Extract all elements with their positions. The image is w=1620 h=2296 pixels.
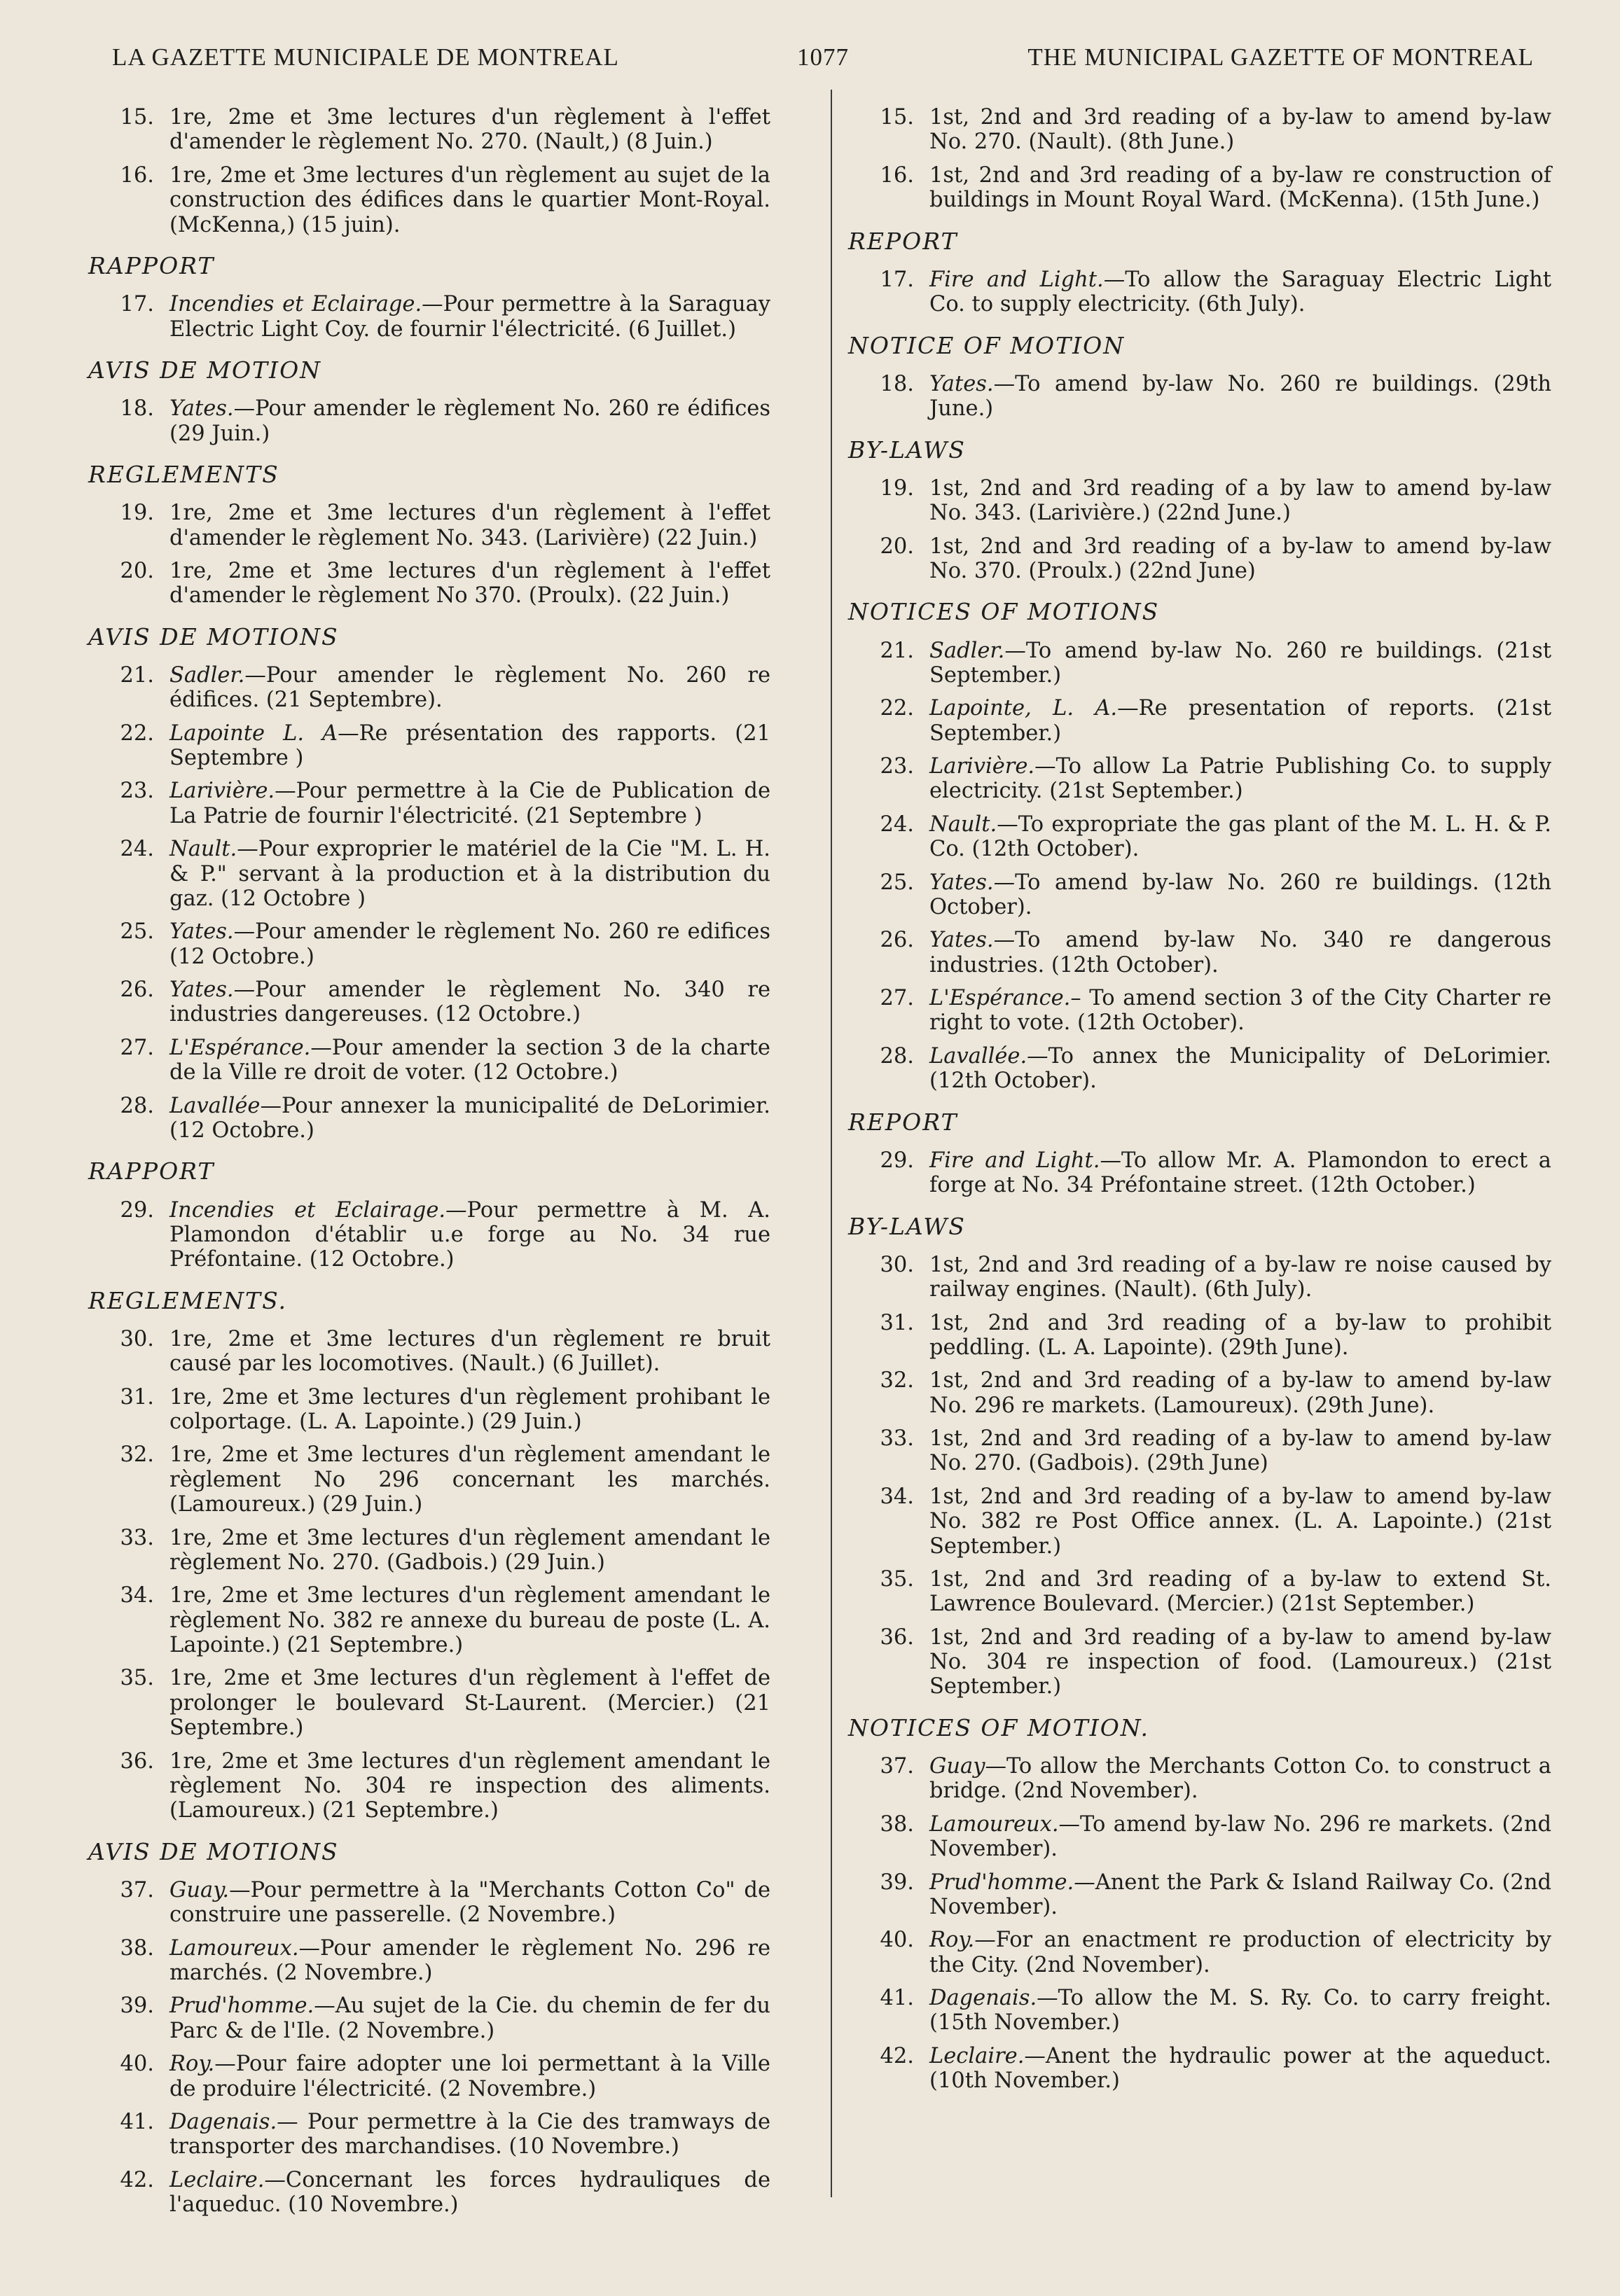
list-item: 17. Fire and Light.—To allow the Saraguay Electric Light Co. to supply electricity. (6th July). [880,267,1552,317]
list-item: 29. Fire and Light.—To allow Mr. A. Plamondon to erect a forge at No. 34 Préfontaine street. (12th October.) [880,1148,1551,1198]
column-divider [831,90,832,2197]
list-item: 21. Sadler.—To amend by-law No. 260 re buildings. (21st September.) [880,638,1551,688]
list-item: 24. Nault.—To expropriate the gas plant of the M. L. H. & P. Co. (12th October). [880,812,1551,862]
list-item: 36. 1re, 2me et 3me lectures d'un règlement amendant le règlement No. 304 re inspection des aliments. (Lamoureux.) (21 Septembre.) [120,1748,770,1823]
list-item: 34. 1re, 2me et 3me lectures d'un règlement amendant le règlement No. 382 re annexe du bureau de poste (L. A. Lapointe.) (21 Septembre.) [120,1583,770,1658]
list-item: 18. Yates.—To amend by-law No. 260 re buildings. (29th June.) [880,371,1551,422]
list-item: 15. 1st, 2nd and 3rd reading of a by-law to amend by-law No. 270. (Nault). (8th June.) [880,105,1551,155]
list-item: 26. Yates.—To amend by-law No. 340 re dangerous industries. (12th October). [880,928,1551,977]
list-item: 35. 1re, 2me et 3me lectures d'un règlement à l'effet de prolonger le boulevard St-Laurent. (Mercier.) (21 Septembre.) [120,1666,770,1741]
list-item: 16. 1re, 2me et 3me lectures d'un règlement au sujet de la construction des édifices dans le quartier Mont-Royal. (McKenna,) (15 juin). [120,162,770,237]
list-item: 41. Dagenais.— Pour permettre à la Cie des tramways de transporter des marchandises. (10 Novembre.) [120,2109,770,2159]
list-item: 29. Incendies et Eclairage.—Pour permettre à M. A. Plamondon d'établir u.e forge au No. 34 rue Préfontaine. (12 Octobre.) [120,1197,770,1272]
list-item: 34. 1st, 2nd and 3rd reading of a by-law to amend by-law No. 382 re Post Office annex. (L. A. Lapointe.) (21st September.) [880,1484,1551,1559]
list-item: 18. Yates.—Pour amender le règlement No. 260 re édifices (29 Juin.) [120,396,770,446]
section-heading: REPORT [848,1108,958,1136]
list-item: 42. Leclaire.—Concernant les forces hydrauliques de l'aqueduc. (10 Novembre.) [120,2167,770,2218]
english-column [844,105,1551,2102]
header-title-en: THE MUNICIPAL GAZETTE OF MONTREAL [1027,43,1534,71]
list-item: 15. 1re, 2me et 3me lectures d'un règlement à l'effet d'amender le règlement No. 270. (Nault,) (8 Juin.) [120,105,770,155]
list-item: 37. Guay.—Pour permettre à la "Merchants Cotton Co" de construire une passerelle. (2 Novembre.) [120,1877,770,1928]
header-title-fr: LA GAZETTE MUNICIPALE DE MONTREAL [112,43,619,71]
list-item: 32. 1re, 2me et 3me lectures d'un règlement amendant le règlement No 296 concernant les marchés. (Lamoureux.) (29 Juin.) [120,1442,770,1517]
list-item: 32. 1st, 2nd and 3rd reading of a by-law to amend by-law No. 296 re markets. (Lamoureux). (29th June). [880,1368,1551,1418]
list-item: 24. Nault.—Pour exproprier le matériel de la Cie "M. L. H. & P." servant à la production et à la distribution du gaz. (12 Octobre ) [120,837,770,911]
list-item: 40. Roy.—For an enactment re production of electricity by the City. (2nd November). [880,1928,1551,1977]
list-item: 17. Incendies et Eclairage.—Pour permettre à la Saraguay Electric Light Coy. de fournir l'électricité. (6 Juillet.) [120,292,770,342]
list-item: 22. Lapointe, L. A.—Re presentation of reports. (21st September.) [880,696,1551,746]
section-heading: AVIS DE MOTIONS [88,622,339,650]
list-item: 33. 1re, 2me et 3me lectures d'un règlement amendant le règlement No. 270. (Gadbois.) (29 Juin.) [120,1525,770,1575]
section-heading: NOTICES OF MOTION. [848,1713,1150,1741]
list-item: 33. 1st, 2nd and 3rd reading of a by-law to amend by-law No. 270. (Gadbois). (29th June) [880,1426,1551,1476]
list-item: 20. 1st, 2nd and 3rd reading of a by-law to amend by-law No. 370. (Proulx.) (22nd June) [880,534,1551,583]
section-heading: NOTICES OF MOTIONS [848,598,1160,626]
list-item: 22. Lapointe L. A—Re présentation des rapports. (21 Septembre ) [120,721,770,771]
list-item: 38. Lamoureux.—Pour amender le règlement No. 296 re marchés. (2 Novembre.) [120,1935,770,1986]
section-heading: RAPPORT [88,251,215,279]
list-item: 37. Guay—To allow the Merchants Cotton Co. to construct a bridge. (2nd November). [880,1754,1551,1804]
list-item: 39. Prud'homme.—Au sujet de la Cie. du chemin de fer du Parc & de l'Ile. (2 Novembre.) [120,1994,770,2043]
section-heading: BY-LAWS [848,1212,966,1240]
list-item: 31. 1st, 2nd and 3rd reading of a by-law to prohibit peddling. (L. A. Lapointe). (29th June). [880,1310,1551,1360]
list-item: 28. Lavallée—Pour annexer la municipalité de DeLorimier. (12 Octobre.) [120,1093,770,1143]
list-item: 40. Roy.—Pour faire adopter une loi permettant à la Ville de produire l'électricité. (2 Novembre.) [120,2052,770,2101]
section-heading: REGLEMENTS. [88,1286,287,1314]
list-item: 27. L'Espérance.—Pour amender la section 3 de la charte de la Ville re droit de voter. (12 Octobre.) [120,1035,770,1085]
page-number: 1077 [797,43,849,71]
section-heading: REPORT [848,227,958,255]
list-item: 30. 1st, 2nd and 3rd reading of a by-law re noise caused by railway engines. (Nault). (6th July). [880,1252,1551,1302]
section-heading: BY-LAWS [848,436,966,464]
list-item: 25. Yates.—To amend by-law No. 260 re buildings. (12th October). [880,870,1551,919]
list-item: 19. 1st, 2nd and 3rd reading of a by law to amend by-law No. 343. (Larivière.) (22nd June.) [880,475,1551,526]
section-bylaws-continued [844,105,1551,213]
page-header [112,43,1534,85]
list-item: 28. Lavallée.—To annex the Municipality of DeLorimier. (12th October). [880,1043,1551,1094]
section-heading: RAPPORT [88,1157,215,1185]
list-item: 26. Yates.—Pour amender le règlement No. 340 re industries dangereuses. (12 Octobre.) [120,977,770,1027]
list-item: 42. Leclaire.—Anent the hydraulic power at the aqueduct. (10th November.) [880,2043,1551,2094]
section-bylaws-continued [84,105,770,237]
list-item: 39. Prud'homme.—Anent the Park & Island Railway Co. (2nd November). [880,1870,1551,1919]
list-item: 16. 1st, 2nd and 3rd reading of a by-law re construction of buildings in Mount Royal Ward. (McKenna). (15th June.) [880,162,1551,213]
list-item: 38. Lamoureux.—To amend by-law No. 296 re markets. (2nd November). [880,1811,1551,1862]
list-item: 23. Larivière.—Pour permettre à la Cie de Publication de La Patrie de fournir l'électricité. (21 Septembre ) [120,779,770,828]
list-item: 30. 1re, 2me et 3me lectures d'un règlement re bruit causé par les locomotives. (Nault.) (6 Juillet). [120,1326,770,1377]
list-item: 21. Sadler.—Pour amender le règlement No. 260 re édifices. (21 Septembre). [120,662,770,713]
list-item: 36. 1st, 2nd and 3rd reading of a by-law to amend by-law No. 304 re inspection of food. (Lamoureux.) (21st September.) [880,1624,1551,1699]
list-item: 31. 1re, 2me et 3me lectures d'un règlement prohibant le colportage. (L. A. Lapointe.) (29 Juin.) [120,1384,770,1435]
section-heading: NOTICE OF MOTION [848,331,1126,359]
list-item: 20. 1re, 2me et 3me lectures d'un règlement à l'effet d'amender le règlement No 370. (Proulx). (22 Juin.) [120,558,770,608]
list-item: 35. 1st, 2nd and 3rd reading of a by-law to extend St. Lawrence Boulevard. (Mercier.) (21st September.) [880,1566,1551,1617]
section-heading: AVIS DE MOTION [88,356,322,384]
list-item: 23. Larivière.—To allow La Patrie Publishing Co. to supply electricity. (21st September.) [880,754,1551,804]
list-item: 41. Dagenais.—To allow the M. S. Ry. Co. to carry freight. (15th November.) [880,1986,1551,2036]
section-heading: AVIS DE MOTIONS [88,1837,339,1865]
list-item: 25. Yates.—Pour amender le règlement No. 260 re edifices (12 Octobre.) [120,919,770,969]
list-item: 27. L'Espérance.– To amend section 3 of the City Charter re right to vote. (12th October). [880,986,1551,1036]
french-column [84,105,770,2225]
list-item: 19. 1re, 2me et 3me lectures d'un règlement à l'effet d'amender le règlement No. 343. (Larivière) (22 Juin.) [120,501,770,550]
section-heading: REGLEMENTS [88,460,279,488]
